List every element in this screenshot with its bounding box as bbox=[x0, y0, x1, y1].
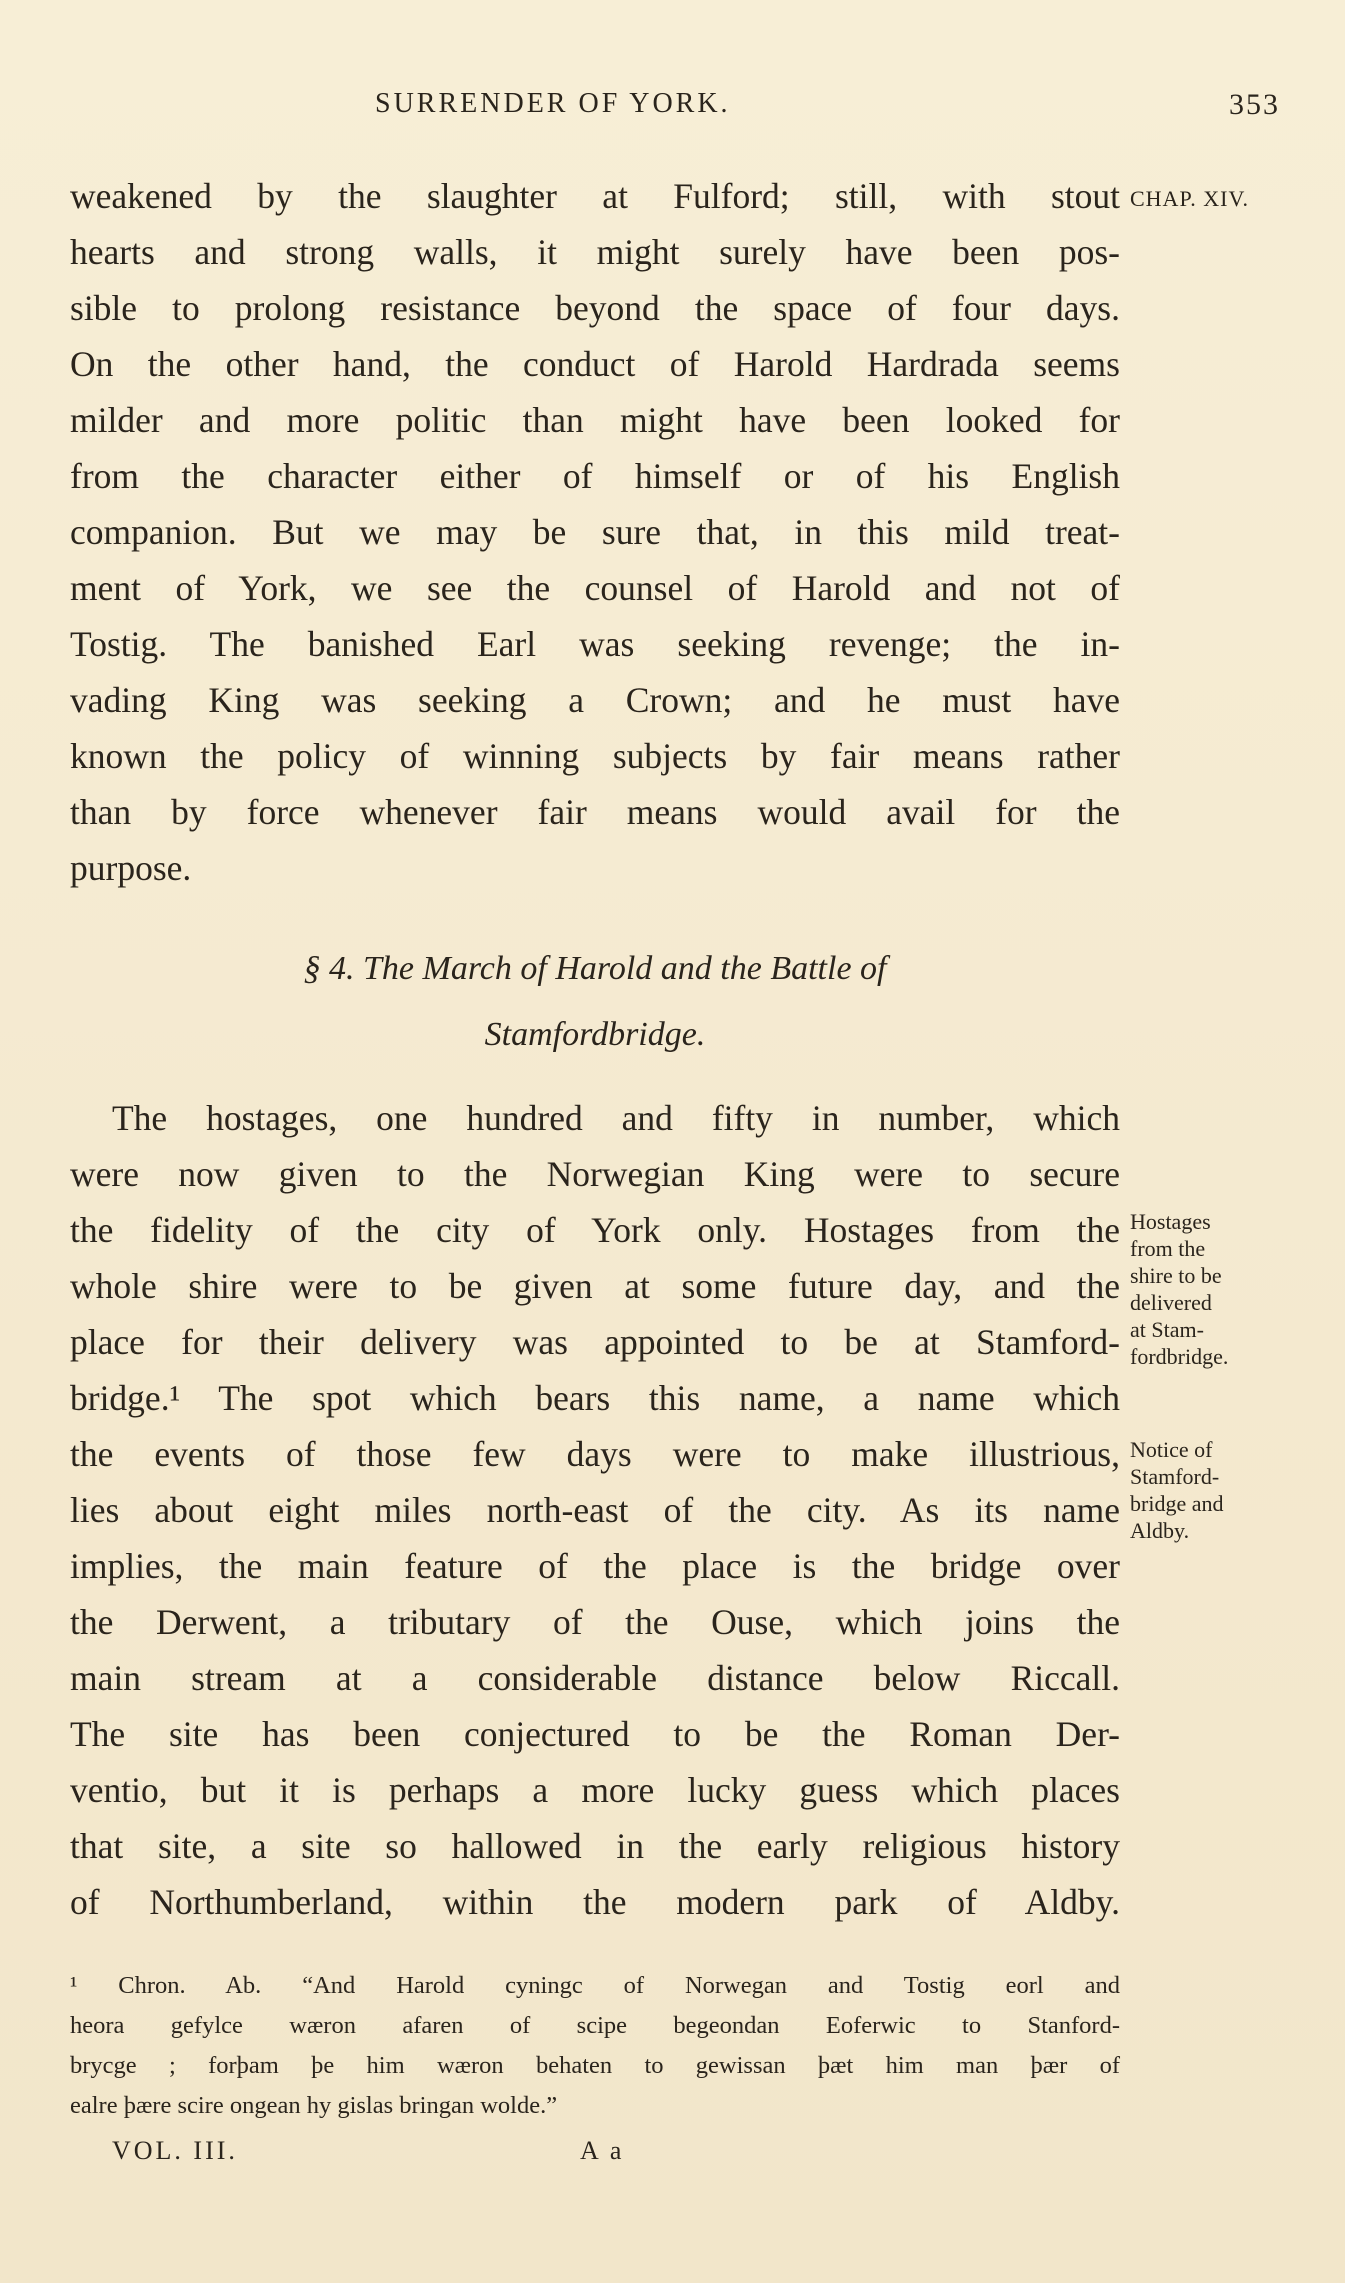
margin-note-line: Hostages bbox=[1130, 1209, 1211, 1234]
margin-note-line: Stamford- bbox=[1130, 1464, 1220, 1489]
body-line: main stream at a considerable distance below Riccall. bbox=[70, 1658, 1120, 1698]
body-line: The site has been conjectured to be the Roman Der- bbox=[70, 1714, 1120, 1754]
body-line: bridge.¹ The spot which bears this name, a name which bbox=[70, 1378, 1120, 1418]
page-header bbox=[70, 88, 1280, 128]
margin-note-chapter: CHAP. XIV. bbox=[1130, 186, 1250, 211]
body-line: vading King was seeking a Crown; and he must have bbox=[70, 680, 1120, 720]
body-line: weakened by the slaughter at Fulford; still, with stout bbox=[70, 176, 1120, 216]
footnote-line: ealre þære scire ongean hy gislas bringan wolde.” bbox=[70, 2092, 558, 2119]
margin-note-hostages bbox=[1130, 1208, 1228, 1370]
footnote-line: ¹ Chron. Ab. “And Harold cyningc of Norwegan and Tostig eorl and bbox=[70, 1972, 1120, 1999]
body-line: that site, a site so hallowed in the early religious history bbox=[70, 1826, 1120, 1866]
running-title: SURRENDER OF YORK. bbox=[375, 88, 731, 119]
margin-note-line: delivered bbox=[1130, 1290, 1212, 1315]
margin-note-line: bridge and bbox=[1130, 1491, 1224, 1516]
body-line: sible to prolong resistance beyond the space of four days. bbox=[70, 288, 1120, 328]
body-line: implies, the main feature of the place is the bridge over bbox=[70, 1546, 1120, 1586]
margin-note-line: Aldby. bbox=[1130, 1518, 1190, 1543]
body-line: ventio, but it is perhaps a more lucky guess which places bbox=[70, 1770, 1120, 1810]
footnote-line: heora gefylce wæron afaren of scipe begeondan Eoferwic to Stanford- bbox=[70, 2012, 1120, 2039]
body-line: place for their delivery was appointed to be at Stamford- bbox=[70, 1322, 1120, 1362]
body-line: companion. But we may be sure that, in this mild treat- bbox=[70, 512, 1120, 552]
body-line: milder and more politic than might have been looked for bbox=[70, 400, 1120, 440]
body-line: On the other hand, the conduct of Harold Hardrada seems bbox=[70, 344, 1120, 384]
body-line: The hostages, one hundred and fifty in number, which bbox=[112, 1098, 1120, 1138]
page-number: 353 bbox=[1229, 88, 1280, 121]
body-line: lies about eight miles north-east of the city. As its name bbox=[70, 1490, 1120, 1530]
body-line: of Northumberland, within the modern park of Aldby. bbox=[70, 1882, 1120, 1922]
margin-note-line: at Stam- bbox=[1130, 1317, 1204, 1342]
body-line: known the policy of winning subjects by fair means rather bbox=[70, 736, 1120, 776]
section-heading-line-1: § 4. The March of Harold and the Battle of bbox=[303, 950, 887, 987]
signature-mark: A a bbox=[580, 2136, 625, 2165]
body-line: Tostig. The banished Earl was seeking revenge; the in- bbox=[70, 624, 1120, 664]
volume-signature: VOL. III. bbox=[112, 2136, 238, 2165]
body-line: ment of York, we see the counsel of Harold and not of bbox=[70, 568, 1120, 608]
body-line: hearts and strong walls, it might surely have been pos- bbox=[70, 232, 1120, 272]
footnote-line: brycge ; forþam þe him wæron behaten to gewissan þæt him man þær of bbox=[70, 2052, 1120, 2079]
margin-note-line: from the bbox=[1130, 1236, 1206, 1261]
body-line: the Derwent, a tributary of the Ouse, which joins the bbox=[70, 1602, 1120, 1642]
margin-note-line: Notice of bbox=[1130, 1437, 1213, 1462]
body-line: whole shire were to be given at some future day, and the bbox=[70, 1266, 1120, 1306]
margin-note-line: fordbridge. bbox=[1130, 1344, 1229, 1369]
section-heading-line-2: Stamfordbridge. bbox=[484, 1016, 706, 1053]
body-line: purpose. bbox=[70, 848, 192, 888]
body-line: than by force whenever fair means would avail for the bbox=[70, 792, 1120, 832]
margin-note-notice bbox=[1130, 1436, 1223, 1544]
body-line: from the character either of himself or of his English bbox=[70, 456, 1120, 496]
body-line: the fidelity of the city of York only. Hostages from the bbox=[70, 1210, 1120, 1250]
margin-note-line: shire to be bbox=[1130, 1263, 1222, 1288]
body-line: were now given to the Norwegian King were to secure bbox=[70, 1154, 1120, 1194]
body-line: the events of those few days were to make illustrious, bbox=[70, 1434, 1120, 1474]
